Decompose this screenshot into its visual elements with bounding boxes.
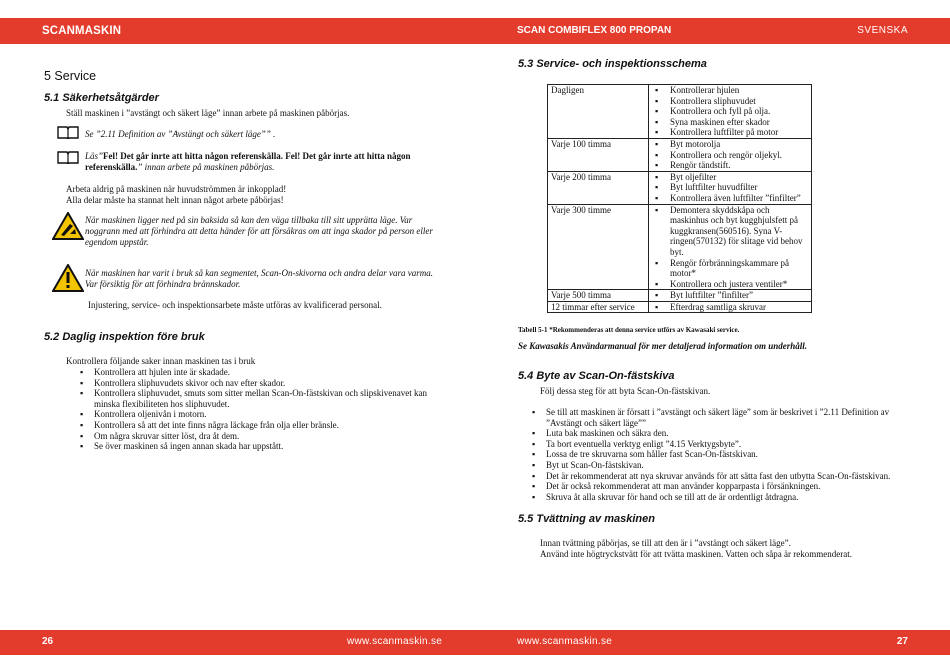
disc-replacement-steps xyxy=(532,407,912,502)
brand-logo: SCANMASKIN xyxy=(42,23,122,37)
table-row xyxy=(548,290,812,302)
reference-error-note xyxy=(85,151,430,173)
section-5-1-title: 5.1 Säkerhetsåtgärder xyxy=(44,92,159,104)
task-item: ▪ Kontrollera och fyll på olja. xyxy=(652,106,808,117)
washing-line-1: Innan tvättning påbörjas, se till att den är i ”avstängt och säkert läge”. xyxy=(540,538,791,548)
list-item: ▪ Kontrollera sliphuvudet, smuts som sitter mellan Scan-On-fästskivan och slipskivenavet kan minska flexibiliteten hos sliphuvudet. xyxy=(80,388,435,409)
service-schedule-table xyxy=(547,84,812,313)
tasks-cell xyxy=(649,301,812,313)
ref-error-text[interactable]: Fel! Det går inrte att hitta någon referenskälla. Fel! Det går inrte att hitta någon referenskälla. xyxy=(85,151,411,172)
website-link-right[interactable]: www.scanmaskin.se xyxy=(517,636,613,647)
safety-warning-1: Arbeta aldrig på maskinen när huvudströmmen är inkopplad! xyxy=(66,184,287,194)
footer-bar xyxy=(0,630,950,655)
task-item: ▪ Byt luftfilter huvudfilter xyxy=(652,182,808,193)
list-item: ▪ Byt ut Scan-On-fästskivan. xyxy=(532,460,912,471)
warning-tip-icon xyxy=(52,212,84,240)
section-5-1-intro: Ställ maskinen i ”avstängt och säkert läge” innan arbete på maskinen påbörjas. xyxy=(66,108,350,118)
washing-line-2: Använd inte högtryckstvätt för att tvätta maskinen. Vatten och såpa är rekommenderat. xyxy=(540,549,852,559)
hot-parts-warning-text: När maskinen har varit i bruk så kan segmentet, Scan-On-skivorna och andra delar vara varma. Var försiktig för att förhindra brännskador. xyxy=(85,268,433,289)
section-5-2-title: 5.2 Daglig inspektion före bruk xyxy=(44,331,205,343)
list-item: ▪ Luta bak maskinen och säkra den. xyxy=(532,428,912,439)
section-5-4-title: 5.4 Byte av Scan-On-fästskiva xyxy=(518,370,675,382)
interval-cell: 12 timmar efter service xyxy=(548,301,649,313)
interval-cell: Varje 100 timma xyxy=(548,138,649,171)
warning-hot-icon xyxy=(52,264,84,292)
list-item: ▪ Lossa de tre skruvarna som håller fast Scan-On-fästskivan. xyxy=(532,449,912,460)
tasks-cell xyxy=(649,138,812,171)
list-item: ▪ Kontrollera sliphuvudets skivor och nav efter skador. xyxy=(80,378,435,389)
task-item: ▪ Demontera skyddskåpa och maskinhus och byt kugghjulsfett på kuggkransen(560516). Syna V-ringen(570132) för slitage vid behov byt. xyxy=(652,205,808,258)
task-item: ▪ Kontrollera och rengör oljekyl. xyxy=(652,150,808,161)
tasks-cell xyxy=(649,290,812,302)
list-item: ▪ Om några skruvar sitter löst, dra åt dem. xyxy=(80,431,435,442)
task-item: ▪ Byt luftfilter ”finfilter” xyxy=(652,290,808,301)
task-item: ▪ Byt oljefilter xyxy=(652,172,808,183)
task-item: ▪ Kontrollera och justera ventiler* xyxy=(652,279,808,290)
tasks-cell xyxy=(649,85,812,139)
task-item: ▪ Kontrollera även luftfilter ”finfilter” xyxy=(652,193,808,204)
kawasaki-note: Se Kawasakis Användarmanual för mer detaljerad information om underhåll. xyxy=(518,341,807,351)
interval-cell: Varje 500 timma xyxy=(548,290,649,302)
task-item: ▪ Kontrollerar hjulen xyxy=(652,85,808,96)
task-item: ▪ Syna maskinen efter skador xyxy=(652,117,808,128)
task-item: ▪ Kontrollera luftfilter på motor xyxy=(652,127,808,138)
tasks-cell xyxy=(649,171,812,204)
table-row xyxy=(548,85,812,139)
task-item: ▪ Rengör förbränningskammare på motor* xyxy=(652,258,808,279)
table-row xyxy=(548,171,812,204)
model-name: SCAN COMBIFLEX 800 PROPAN xyxy=(517,25,672,36)
list-item: ▪ Kontrollera att hjulen inte är skadade. xyxy=(80,367,435,378)
table-caption: Tabell 5-1 *Rekommenderas att denna service utförs av Kawasaki service. xyxy=(518,326,740,334)
interval-cell: Varje 200 timma xyxy=(548,171,649,204)
book-icon xyxy=(57,150,79,164)
list-item: ▪ Ta bort eventuella verktyg enligt ”4.15 Verktygsbyte”. xyxy=(532,439,912,450)
list-item: ▪ Kontrollera så att det inte finns några läckage från olja eller bränsle. xyxy=(80,420,435,431)
list-item: ▪ Se till att maskinen är försatt i ”avstängt och säkert läge” som är beskrivet i ”2.11 Definition av ”Avstängt och säkert läge”” xyxy=(532,407,912,428)
section-5-2-intro: Kontrollera följande saker innan maskinen tas i bruk xyxy=(66,356,256,366)
language-label: SVENSKA xyxy=(857,25,908,36)
table-row xyxy=(548,204,812,290)
section-5-3-title: 5.3 Service- och inspektionsschema xyxy=(518,58,707,70)
daily-inspection-list xyxy=(80,367,435,452)
table-row xyxy=(548,138,812,171)
section-5-title: 5 Service xyxy=(44,69,97,83)
table-row xyxy=(548,301,812,313)
interval-cell: Dagligen xyxy=(548,85,649,139)
ref-suffix: ” innan arbete på maskinen påbörjas. xyxy=(137,162,275,172)
list-item: ▪ Det är också rekommenderat att man använder kopparpasta i försänkningen. xyxy=(532,481,912,492)
header-bar xyxy=(0,18,950,44)
list-item: ▪ Skruva åt alla skruvar för hand och se till att de är ordentligt åtdragna. xyxy=(532,492,912,503)
section-5-4-intro: Följ dessa steg för att byta Scan-On-fästskivan. xyxy=(540,386,711,396)
list-item: ▪ Det är rekommenderat att nya skruvar används för att sätta fast den utbytta Scan-On-fästskivan. xyxy=(532,471,912,482)
task-item: ▪ Kontrollera sliphuvudet xyxy=(652,96,808,107)
reference-definition[interactable]: Se ”2.11 Definition av ”Avstängt och säkert läge”” . xyxy=(85,129,276,139)
interval-cell: Varje 300 timme xyxy=(548,204,649,290)
task-item: ▪ Efterdrag samtliga skruvar xyxy=(652,302,808,313)
book-icon xyxy=(57,125,79,139)
page-number-right: 27 xyxy=(896,636,908,647)
tip-over-warning-text: När maskinen ligger ned på sin baksida så kan den väga tillbaka till sitt upprätta läge. Var noggrann med att förhindra att detta händer för att försäkras om att inga skador på person eller egendom uppstår. xyxy=(85,215,433,247)
ref-prefix: Läs” xyxy=(85,151,104,161)
tasks-cell xyxy=(649,204,812,290)
page-number-left: 26 xyxy=(42,636,54,647)
list-item: ▪ Kontrollera oljenivån i motorn. xyxy=(80,409,435,420)
qualified-personnel-note: Injustering, service- och inspektionsarbete måste utföras av kvalificerad personal. xyxy=(88,300,382,310)
section-5-5-title: 5.5 Tvättning av maskinen xyxy=(518,513,655,525)
task-item: ▪ Rengör tändstift. xyxy=(652,160,808,171)
list-item: ▪ Se över maskinen så ingen annan skada har uppstått. xyxy=(80,441,435,452)
task-item: ▪ Byt motorolja xyxy=(652,139,808,150)
website-link-left[interactable]: www.scanmaskin.se xyxy=(347,636,443,647)
safety-warning-2: Alla delar måste ha stannat helt innan något arbete påbörjas! xyxy=(66,195,284,205)
